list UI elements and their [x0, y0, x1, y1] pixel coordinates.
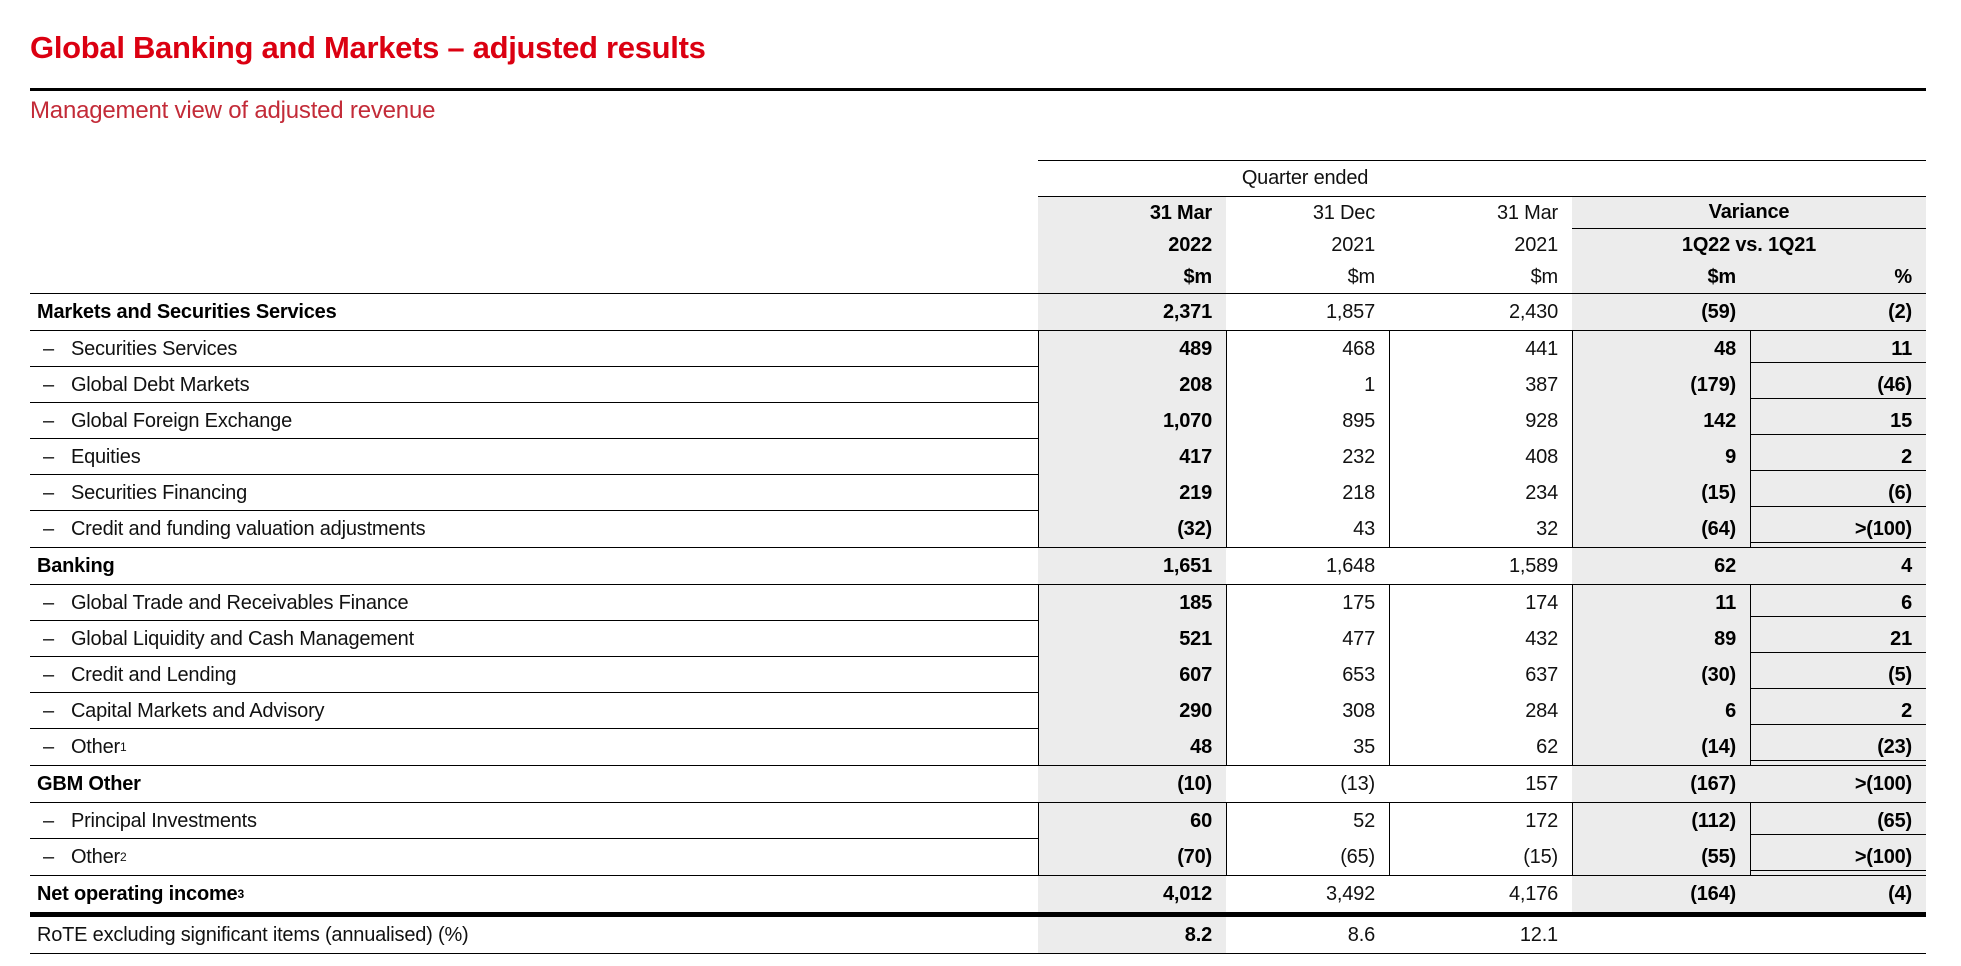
row-label	[30, 803, 1038, 839]
variance-period: 1Q22 vs. 1Q21	[1681, 233, 1817, 256]
cell-31mar2021: 12.1	[1519, 923, 1558, 946]
column-date: 31 Mar	[1496, 201, 1558, 224]
row-label-text: Other	[70, 735, 120, 758]
header-spacer	[30, 197, 1038, 293]
column-date: 31 Mar	[1149, 201, 1212, 224]
cell-variance-pct: >(100)	[1750, 766, 1926, 802]
cell-variance-pct: 2	[1750, 439, 1926, 475]
row-label	[30, 439, 1038, 475]
cell-31mar2022: (70)	[1038, 839, 1226, 875]
cell-31mar2021: 928	[1389, 403, 1572, 439]
cell-variance-pct: 11	[1750, 331, 1926, 367]
cell-31mar2021: 284	[1389, 693, 1572, 729]
sub-item-dash: –	[43, 337, 54, 360]
cell-variance-pct: 15	[1750, 403, 1926, 439]
column-year: 2022	[1168, 233, 1212, 256]
cell-31mar2021: 32	[1389, 511, 1572, 547]
cell-31mar2021: 441	[1389, 331, 1572, 367]
table-row	[30, 917, 1926, 954]
cell-31dec2021: 43	[1226, 511, 1389, 547]
cell-31mar2021: 408	[1389, 439, 1572, 475]
cell-31dec2021: 3,492	[1325, 882, 1375, 905]
row-label-text: Net operating income	[37, 882, 238, 905]
row-label	[30, 367, 1038, 403]
sub-item-dash: –	[43, 735, 54, 758]
column-header-31-mar-2021	[1389, 197, 1572, 293]
sub-item-dash: –	[43, 809, 54, 832]
cell-variance-m: 9	[1572, 439, 1750, 475]
sub-item-dash: –	[43, 373, 54, 396]
cell-31mar2022: 208	[1038, 367, 1226, 403]
column-header-31-mar-2022	[1038, 197, 1226, 293]
row-label	[30, 621, 1038, 657]
cell-variance-pct: 6	[1750, 585, 1926, 621]
cell-variance-m: (15)	[1572, 475, 1750, 511]
column-unit: $m	[1530, 265, 1558, 288]
row-label-text: Equities	[70, 445, 141, 468]
cell-31mar2022: 60	[1038, 803, 1226, 839]
cell-31dec2021: 895	[1226, 403, 1389, 439]
table-row	[30, 621, 1926, 657]
cell-variance-m: (167)	[1572, 766, 1750, 802]
sub-item-dash: –	[43, 517, 54, 540]
row-label	[30, 511, 1038, 547]
cell-31mar2022: 521	[1038, 621, 1226, 657]
cell-31mar2021: 157	[1525, 772, 1558, 795]
cell-31dec2021: 52	[1226, 803, 1389, 839]
column-year: 2021	[1331, 233, 1375, 256]
table-row	[30, 839, 1926, 875]
sub-item-dash: –	[43, 845, 54, 868]
row-label-text: Markets and Securities Services	[37, 300, 337, 323]
cell-31mar2021: 387	[1389, 367, 1572, 403]
table-row	[30, 875, 1926, 917]
sub-item-dash: –	[43, 591, 54, 614]
column-year: 2021	[1514, 233, 1558, 256]
row-label	[30, 917, 1038, 953]
sub-item-dash: –	[43, 409, 54, 432]
cell-variance-m: 89	[1572, 621, 1750, 657]
row-label-text: Securities Financing	[70, 481, 248, 504]
cell-31mar2022: 48	[1038, 729, 1226, 765]
cell-variance-m: 62	[1572, 548, 1750, 584]
sub-item-dash: –	[43, 481, 54, 504]
row-label-text: GBM Other	[37, 772, 141, 795]
row-label	[30, 585, 1038, 621]
cell-variance-pct: >(100)	[1750, 511, 1926, 547]
cell-variance-pct: >(100)	[1750, 839, 1926, 875]
cell-variance-pct: (46)	[1750, 367, 1926, 403]
row-label-text: Securities Services	[70, 337, 238, 360]
cell-variance-m: 11	[1572, 585, 1750, 621]
cell-31mar2022: 8.2	[1038, 917, 1226, 953]
cell-variance-m	[1572, 917, 1750, 953]
cell-31dec2021: (65)	[1226, 839, 1389, 875]
row-label: Net operating income 3	[37, 882, 244, 905]
column-header-variance	[1572, 197, 1926, 293]
cell-31dec2021: 1,648	[1325, 554, 1375, 577]
cell-31mar2021: 637	[1389, 657, 1572, 693]
cell-variance-m: 48	[1572, 331, 1750, 367]
column-unit: $m	[1347, 265, 1375, 288]
cell-31mar2021: 234	[1389, 475, 1572, 511]
column-unit: $m	[1183, 265, 1212, 288]
row-label-text: Global Trade and Receivables Finance	[70, 591, 409, 614]
cell-31mar2022: 219	[1038, 475, 1226, 511]
cell-31dec2021: 218	[1226, 475, 1389, 511]
cell-31mar2022: 1,070	[1038, 403, 1226, 439]
cell-variance-m: (14)	[1572, 729, 1750, 765]
table-row	[30, 765, 1926, 803]
title-divider	[30, 88, 1926, 91]
row-label	[30, 403, 1038, 439]
cell-31mar2021: (15)	[1389, 839, 1572, 875]
row-label-text: Global Debt Markets	[70, 373, 250, 396]
sub-item-dash: –	[43, 699, 54, 722]
cell-31mar2021: 1,589	[1508, 554, 1558, 577]
row-label-text: Credit and Lending	[70, 663, 237, 686]
quarter-ended-variance-spacer	[1572, 160, 1926, 197]
cell-variance-pct: (4)	[1750, 876, 1926, 912]
cell-31mar2022: (10)	[1038, 766, 1226, 802]
cell-31dec2021: 175	[1226, 585, 1389, 621]
cell-31dec2021: 1,857	[1325, 300, 1375, 323]
cell-variance-m: (164)	[1572, 876, 1750, 912]
row-label	[30, 766, 1038, 802]
sub-item-dash: –	[43, 627, 54, 650]
table-row	[30, 585, 1926, 621]
row-label	[30, 294, 1038, 330]
cell-31mar2022: 417	[1038, 439, 1226, 475]
cell-31dec2021: 468	[1226, 331, 1389, 367]
cell-31dec2021: 653	[1226, 657, 1389, 693]
row-label	[30, 475, 1038, 511]
column-date: 31 Dec	[1312, 201, 1375, 224]
variance-units	[1572, 261, 1926, 293]
cell-31mar2021: 172	[1389, 803, 1572, 839]
cell-variance-m: 6	[1572, 693, 1750, 729]
cell-variance-pct: (2)	[1750, 294, 1926, 330]
cell-variance-m: (59)	[1572, 294, 1750, 330]
row-label: – Other 2	[43, 845, 127, 868]
cell-31mar2022: 185	[1038, 585, 1226, 621]
table-header-columns-row	[30, 197, 1926, 294]
cell-variance-pct: 21	[1750, 621, 1926, 657]
cell-31dec2021: 308	[1226, 693, 1389, 729]
cell-variance-pct: 2	[1750, 693, 1926, 729]
table-row	[30, 403, 1926, 439]
cell-31mar2022: 290	[1038, 693, 1226, 729]
row-label	[30, 657, 1038, 693]
variance-title: Variance	[1572, 197, 1926, 229]
row-label-text: Principal Investments	[70, 809, 257, 832]
row-label-text: Banking	[37, 554, 115, 577]
cell-31mar2022: 1,651	[1038, 548, 1226, 584]
row-label	[30, 548, 1038, 584]
cell-31mar2022: (32)	[1038, 511, 1226, 547]
table-row	[30, 331, 1926, 367]
cell-31mar2021: 174	[1389, 585, 1572, 621]
cell-31dec2021: 1	[1226, 367, 1389, 403]
adjusted-revenue-table	[30, 160, 1926, 954]
row-label-text: Capital Markets and Advisory	[70, 699, 325, 722]
table-row	[30, 439, 1926, 475]
cell-variance-m: (64)	[1572, 511, 1750, 547]
cell-31dec2021: 8.6	[1347, 923, 1375, 946]
sub-item-dash: –	[43, 663, 54, 686]
cell-31mar2022: 4,012	[1038, 876, 1226, 912]
column-header-31-dec-2021	[1226, 197, 1389, 293]
cell-31mar2021: 432	[1389, 621, 1572, 657]
cell-31mar2021: 4,176	[1508, 882, 1558, 905]
row-label-text: Global Foreign Exchange	[70, 409, 293, 432]
table-row	[30, 729, 1926, 765]
cell-variance-pct: (65)	[1750, 803, 1926, 839]
cell-31mar2022: 2,371	[1038, 294, 1226, 330]
table-row	[30, 294, 1926, 331]
quarter-ended-header: Quarter ended	[1038, 160, 1572, 197]
table-row	[30, 367, 1926, 403]
variance-unit-pct: %	[1894, 265, 1912, 288]
cell-variance-pct: (5)	[1750, 657, 1926, 693]
cell-31dec2021: 477	[1226, 621, 1389, 657]
cell-31dec2021: 232	[1226, 439, 1389, 475]
page-title: Global Banking and Markets – adjusted results	[30, 30, 706, 65]
cell-variance-m: 142	[1572, 403, 1750, 439]
cell-31mar2022: 489	[1038, 331, 1226, 367]
row-label	[30, 331, 1038, 367]
cell-variance-pct: (6)	[1750, 475, 1926, 511]
cell-variance-m: (30)	[1572, 657, 1750, 693]
cell-31mar2021: 62	[1389, 729, 1572, 765]
table-body	[30, 294, 1926, 954]
row-label-text: RoTE excluding significant items (annualised) (%)	[37, 923, 469, 946]
cell-variance-m: (112)	[1572, 803, 1750, 839]
row-label	[30, 693, 1038, 729]
variance-unit-m: $m	[1707, 265, 1736, 288]
cell-31mar2022: 607	[1038, 657, 1226, 693]
cell-31dec2021: (13)	[1340, 772, 1375, 795]
cell-variance-pct	[1750, 917, 1926, 953]
cell-variance-m: (55)	[1572, 839, 1750, 875]
table-row	[30, 547, 1926, 585]
cell-variance-pct: 4	[1750, 548, 1926, 584]
table-row	[30, 475, 1926, 511]
cell-variance-m: (179)	[1572, 367, 1750, 403]
table-row	[30, 657, 1926, 693]
table-header-quarter-ended-row	[30, 160, 1926, 197]
row-label-text: Credit and funding valuation adjustments	[70, 517, 426, 540]
table-row	[30, 511, 1926, 547]
table-row	[30, 803, 1926, 839]
sub-item-dash: –	[43, 445, 54, 468]
row-label: – Other 1	[43, 735, 127, 758]
cell-variance-pct: (23)	[1750, 729, 1926, 765]
page-subtitle: Management view of adjusted revenue	[30, 97, 436, 124]
table-row	[30, 693, 1926, 729]
row-label-text: Other	[70, 845, 120, 868]
cell-31dec2021: 35	[1226, 729, 1389, 765]
row-label-text: Global Liquidity and Cash Management	[70, 627, 414, 650]
cell-31mar2021: 2,430	[1508, 300, 1558, 323]
